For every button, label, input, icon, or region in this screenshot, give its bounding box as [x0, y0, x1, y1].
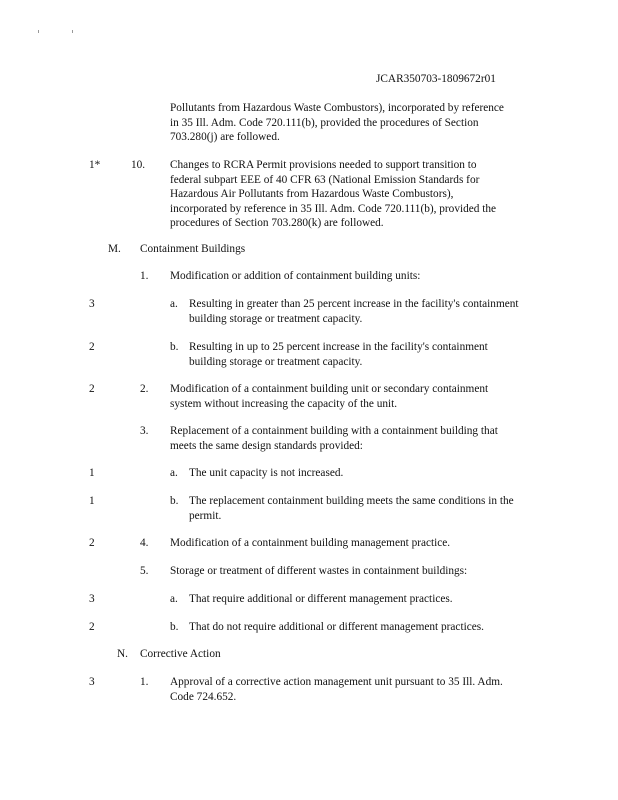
scan-mark	[38, 30, 39, 33]
item-text: Modification or addition of containment building units:	[170, 270, 421, 282]
document-id: JCAR350703-1809672r01	[376, 73, 496, 85]
subitem-letter: b.	[170, 621, 179, 633]
item-text: Modification of a containment building management practice.	[170, 537, 451, 549]
section-letter: M.	[108, 243, 121, 255]
item-text: Approval of a corrective action management unit pursuant to 35 Ill. Adm. Code 724.652.	[170, 676, 503, 703]
subitem-text: Resulting in greater than 25 percent increase in the facility's containment building storage or treatment capacity.	[189, 298, 519, 325]
item-text: Storage or treatment of different wastes in containment buildings:	[170, 565, 468, 577]
item-text: Replacement of a containment building with a containment building that meets the same design standards provided:	[170, 425, 498, 452]
section-letter: N.	[117, 648, 128, 660]
section-title: Corrective Action	[140, 648, 221, 660]
class-label: 2	[89, 621, 95, 633]
item-number: 1.	[140, 676, 149, 688]
subitem-text: That do not require additional or different management practices.	[189, 621, 484, 633]
item-number: 1.	[140, 270, 149, 282]
subitem-letter: b.	[170, 495, 179, 507]
class-label: 1*	[89, 159, 101, 171]
item-number: 5.	[140, 565, 149, 577]
subitem-text: Resulting in up to 25 percent increase in the facility's containment building storage or treatment capacity.	[189, 341, 488, 368]
subitem-text: The unit capacity is not increased.	[189, 467, 344, 479]
item-text: Changes to RCRA Permit provisions needed to support transition to federal subpart EEE of 40 CFR 63 (National Emission Standards for Hazardous Air Pollutants from Hazardous Waste Combustors), incorporated by reference in 35 Ill. Adm. Code 720.111(b), provided the procedures of Section 703.280(k) are followed.	[170, 159, 497, 229]
item-number: 10.	[131, 159, 146, 171]
scan-mark	[72, 30, 73, 33]
item-text: Modification of a containment building unit or secondary containment system without increasing the capacity of the unit.	[170, 383, 489, 410]
class-label: 3	[89, 298, 95, 310]
subitem-letter: a.	[170, 298, 178, 310]
item-number: 3.	[140, 425, 149, 437]
subitem-text: The replacement containment building meets the same conditions in the permit.	[189, 495, 514, 522]
class-label: 1	[89, 495, 95, 507]
class-label: 2	[89, 537, 95, 549]
class-label: 2	[89, 341, 95, 353]
item-number: 2.	[140, 383, 149, 395]
class-label: 3	[89, 593, 95, 605]
class-label: 1	[89, 467, 95, 479]
subitem-letter: a.	[170, 593, 178, 605]
class-label: 2	[89, 383, 95, 395]
subitem-letter: b.	[170, 341, 179, 353]
subitem-letter: a.	[170, 467, 178, 479]
continuation-text: Pollutants from Hazardous Waste Combustors), incorporated by reference in 35 Ill. Adm. Code 720.111(b), provided the procedures of Section 703.280(j) are followed.	[170, 102, 504, 143]
subitem-text: That require additional or different management practices.	[189, 593, 453, 605]
section-title: Containment Buildings	[140, 243, 246, 255]
class-label: 3	[89, 676, 95, 688]
item-number: 4.	[140, 537, 149, 549]
